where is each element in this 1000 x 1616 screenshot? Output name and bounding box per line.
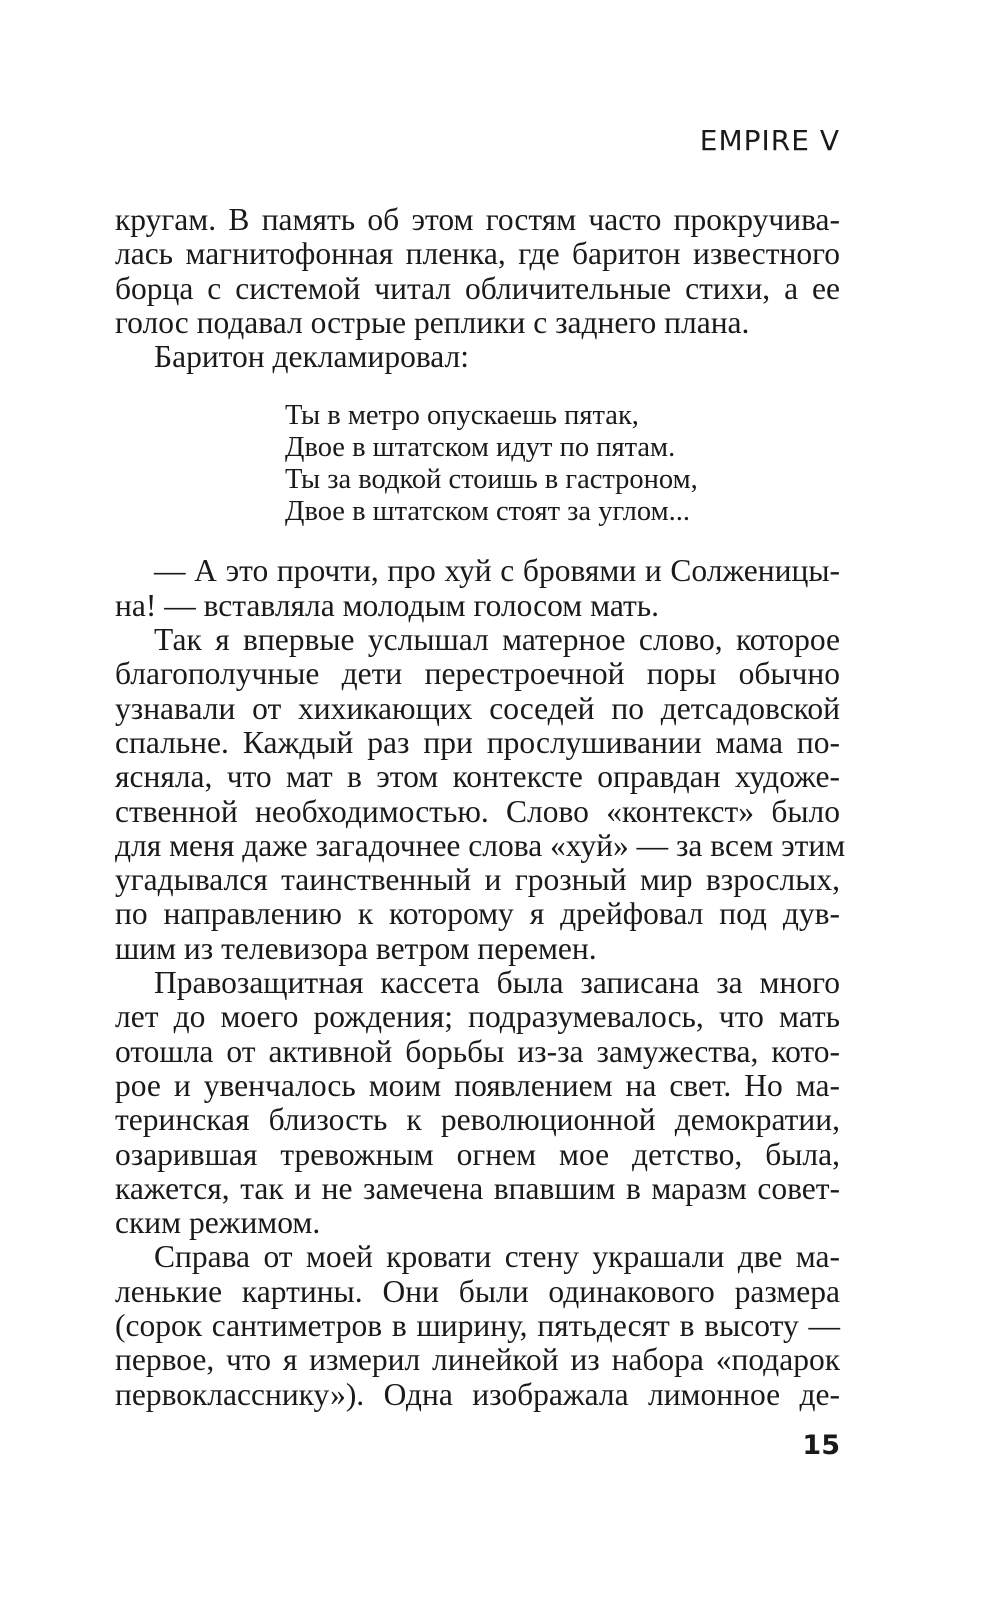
text-line: озарившая тревожным огнем мое детство, была, [115, 1136, 840, 1172]
text-line: спальне. Каждый раз при прослушивании мама по- [115, 724, 840, 760]
text-line: первокласснику»). Одна изображала лимонное де- [115, 1376, 840, 1412]
paragraph-2 [115, 340, 840, 374]
text-line: ским режимом. [115, 1205, 321, 1241]
text-line: узнавали от хихикающих соседей по детсадовской [115, 690, 840, 726]
text-line: Баритон декламировал: [154, 339, 469, 375]
text-line: шим из телевизора ветром перемен. [115, 930, 597, 966]
text-line: благополучные дети перестроечной поры обычно [115, 656, 840, 692]
paragraph-4 [115, 622, 846, 966]
text-line: Справа от моей кровати стену украшали две ма- [154, 1239, 840, 1275]
text-line: лет до моего рождения; подразумевалось, что мать [115, 999, 840, 1035]
text-line: угадывался таинственный и грозный мир взрослых, [115, 862, 840, 898]
text-line: по направлению к которому я дрейфовал под дув- [115, 896, 840, 932]
text-line: кажется, так и не замечена впавшим в маразм совет- [115, 1170, 840, 1206]
text-line: Так я впервые услышал матерное слово, которое [154, 622, 840, 658]
poem-block [115, 400, 840, 528]
text-line: для меня даже загадочнее слова «хуй» — за всем этим [115, 827, 846, 863]
text-line: Правозащитная кассета была записана за много [154, 965, 840, 1001]
text-line: борца с системой читал обличительные стихи, а ее [115, 270, 840, 306]
paragraph-1 [115, 203, 840, 340]
page-number: 15 [802, 1430, 840, 1461]
running-head-title: EMPIRE V [699, 124, 840, 157]
paragraph-5 [115, 966, 840, 1240]
body-text [115, 202, 846, 1412]
text-line: лась магнитофонная пленка, где баритон известного [115, 236, 840, 272]
poem-line: Ты за водкой стоишь в гастроном, [285, 464, 698, 496]
text-line: на! — вставляла молодым голосом мать. [115, 587, 660, 623]
text-line: — А это прочти, про хуй с бровями и Солженицы- [154, 553, 840, 589]
paragraph-3 [115, 554, 840, 623]
text-line: первое, что я измерил линейкой из набора «подарок [115, 1342, 840, 1378]
poem-line: Ты в метро опускаешь пятак, [285, 400, 639, 432]
text-line: теринская близость к революционной демократии, [115, 1102, 840, 1138]
poem-line: Двое в штатском идут по пятам. [285, 432, 676, 464]
text-line: ственной необходимостью. Слово «контекст» было [115, 793, 840, 829]
text-line: рое и увенчалось моим появлением на свет. Но ма- [115, 1067, 840, 1103]
poem-line: Двое в штатском стоят за углом... [285, 496, 691, 528]
text-line: ясняла, что мат в этом контексте оправдан художе- [115, 759, 840, 795]
text-line: (сорок сантиметров в ширину, пятьдесят в высоту — [115, 1308, 840, 1344]
text-line: голос подавал острые реплики с заднего плана. [115, 304, 750, 340]
text-line: кругам. В память об этом гостям часто прокручива- [115, 202, 840, 237]
text-line: ленькие картины. Они были одинакового размера [115, 1273, 840, 1309]
text-line: отошла от активной борьбы из-за замужества, кото- [115, 1033, 840, 1069]
paragraph-6 [115, 1240, 840, 1411]
